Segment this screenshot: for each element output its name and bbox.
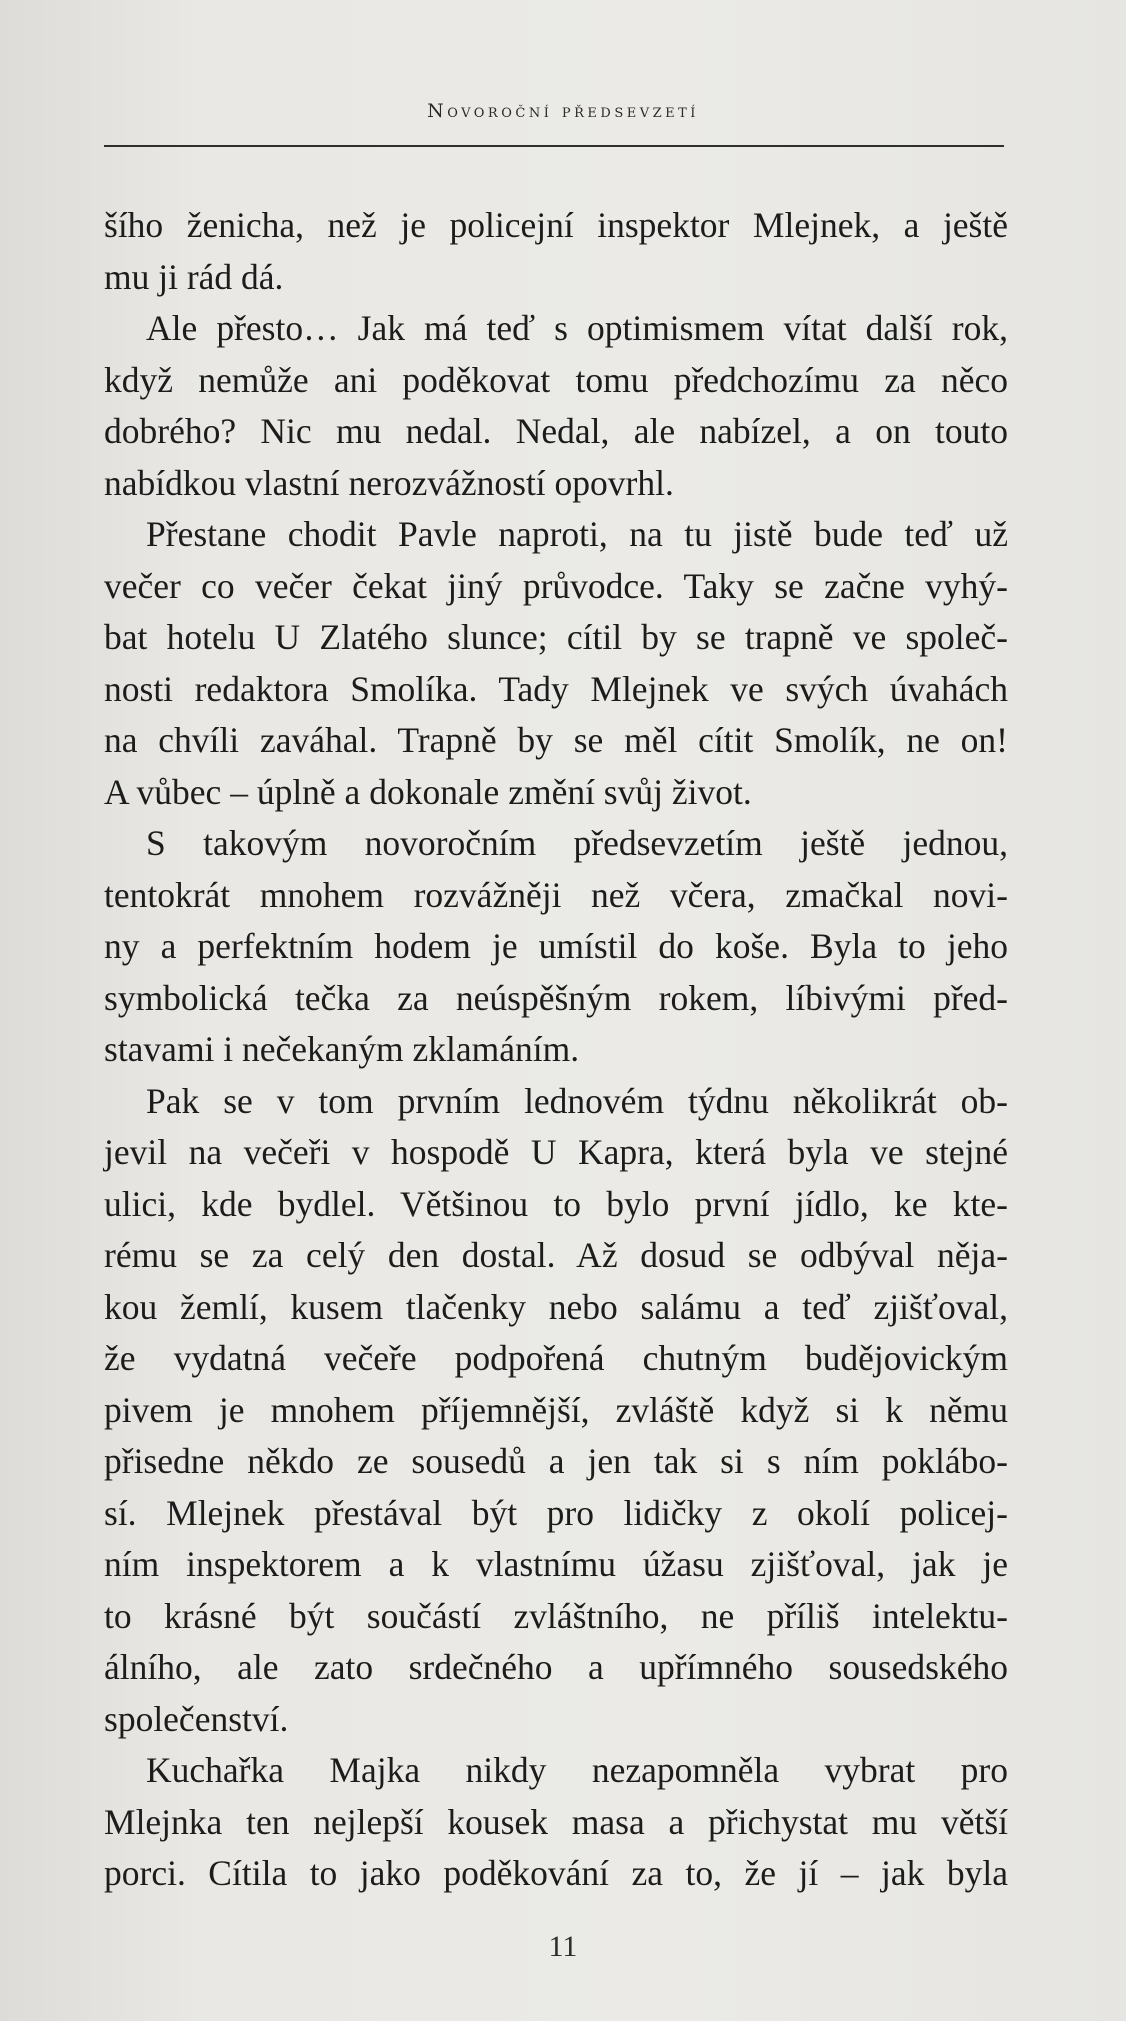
text-line: ulici, kde bydlel. Většinou to bylo první jídlo, ke kte- (104, 1183, 1008, 1224)
running-head: Novoroční předsevzetí (427, 100, 699, 122)
text-line: S takovým novoročním předsevzetím ještě jednou, (146, 823, 1008, 863)
text-line: když nemůže ani poděkovat tomu předchozímu za něco (104, 359, 1008, 400)
text-line: kou žemlí, kusem tlačenky nebo salámu a teď zjišťoval, (104, 1286, 1008, 1327)
text-line: symbolická tečka za neúspěšným rokem, líbivými před- (104, 977, 1008, 1018)
text-line: A vůbec – úplně a dokonale změní svůj život. (104, 771, 752, 812)
text-line: společenství. (104, 1698, 289, 1739)
text-line: bat hotelu U Zlatého slunce; cítil by se trapně ve společ- (104, 617, 1008, 657)
text-line: Pak se v tom prvním lednovém týdnu několikrát ob- (146, 1080, 1008, 1121)
text-line: to krásné být součástí zvláštního, ne příliš intelektu- (104, 1595, 1008, 1636)
text-line: jevil na večeři v hospodě U Kapra, která byla ve stejné (104, 1132, 1008, 1172)
text-line: pivem je mnohem příjemnější, zvláště když si k němu (104, 1389, 1008, 1430)
text-line: Kuchařka Majka nikdy nezapomněla vybrat pro (146, 1750, 1008, 1790)
text-line: Přestane chodit Pavle naproti, na tu jistě bude teď už (146, 514, 1008, 554)
text-line: dobrého? Nic mu nedal. Nedal, ale nabízel, a on touto (104, 411, 1008, 451)
text-line: álního, ale zato srdečného a upřímného sousedského (104, 1647, 1008, 1687)
text-line: přisedne někdo ze sousedů a jen tak si s ním poklábo- (104, 1441, 1008, 1481)
text-line: Mlejnka ten nejlepší kousek masa a přichystat mu větší (104, 1801, 1008, 1842)
text-line: tentokrát mnohem rozvážněji než včera, zmačkal novi- (104, 874, 1008, 915)
body-text (104, 200, 1008, 1900)
text-line: sí. Mlejnek přestával být pro lidičky z okolí policej- (104, 1492, 1008, 1533)
text-line: že vydatná večeře podpořená chutným budějovickým (104, 1338, 1008, 1378)
text-line: na chvíli zaváhal. Trapně by se měl cítit Smolík, ne on! (104, 720, 1008, 760)
text-line: ny a perfektním hodem je umístil do koše. Byla to jeho (104, 926, 1008, 966)
text-line: mu ji rád dá. (104, 256, 284, 297)
text-line: stavami i nečekaným zklamáním. (104, 1029, 580, 1069)
text-line: porci. Cítila to jako poděkování za to, že jí – jak byla (104, 1853, 1008, 1893)
text-line: ním inspektorem a k vlastnímu úžasu zjišťoval, jak je (104, 1544, 1008, 1584)
text-line: Ale přesto… Jak má teď s optimismem vítat další rok, (146, 308, 1008, 348)
header-rule (104, 145, 1004, 147)
text-line: nabídkou vlastní nerozvážností opovrhl. (104, 462, 674, 503)
text-line: rému se za celý den dostal. Až dosud se odbýval něja- (104, 1235, 1008, 1275)
text-line: nosti redaktora Smolíka. Tady Mlejnek ve svých úvahách (104, 668, 1008, 709)
page-number: 11 (548, 1930, 578, 1963)
text-line: šího ženicha, než je policejní inspektor Mlejnek, a ještě (104, 205, 1008, 245)
text-line: večer co večer čekat jiný průvodce. Taky se začne vyhý- (104, 565, 1008, 606)
